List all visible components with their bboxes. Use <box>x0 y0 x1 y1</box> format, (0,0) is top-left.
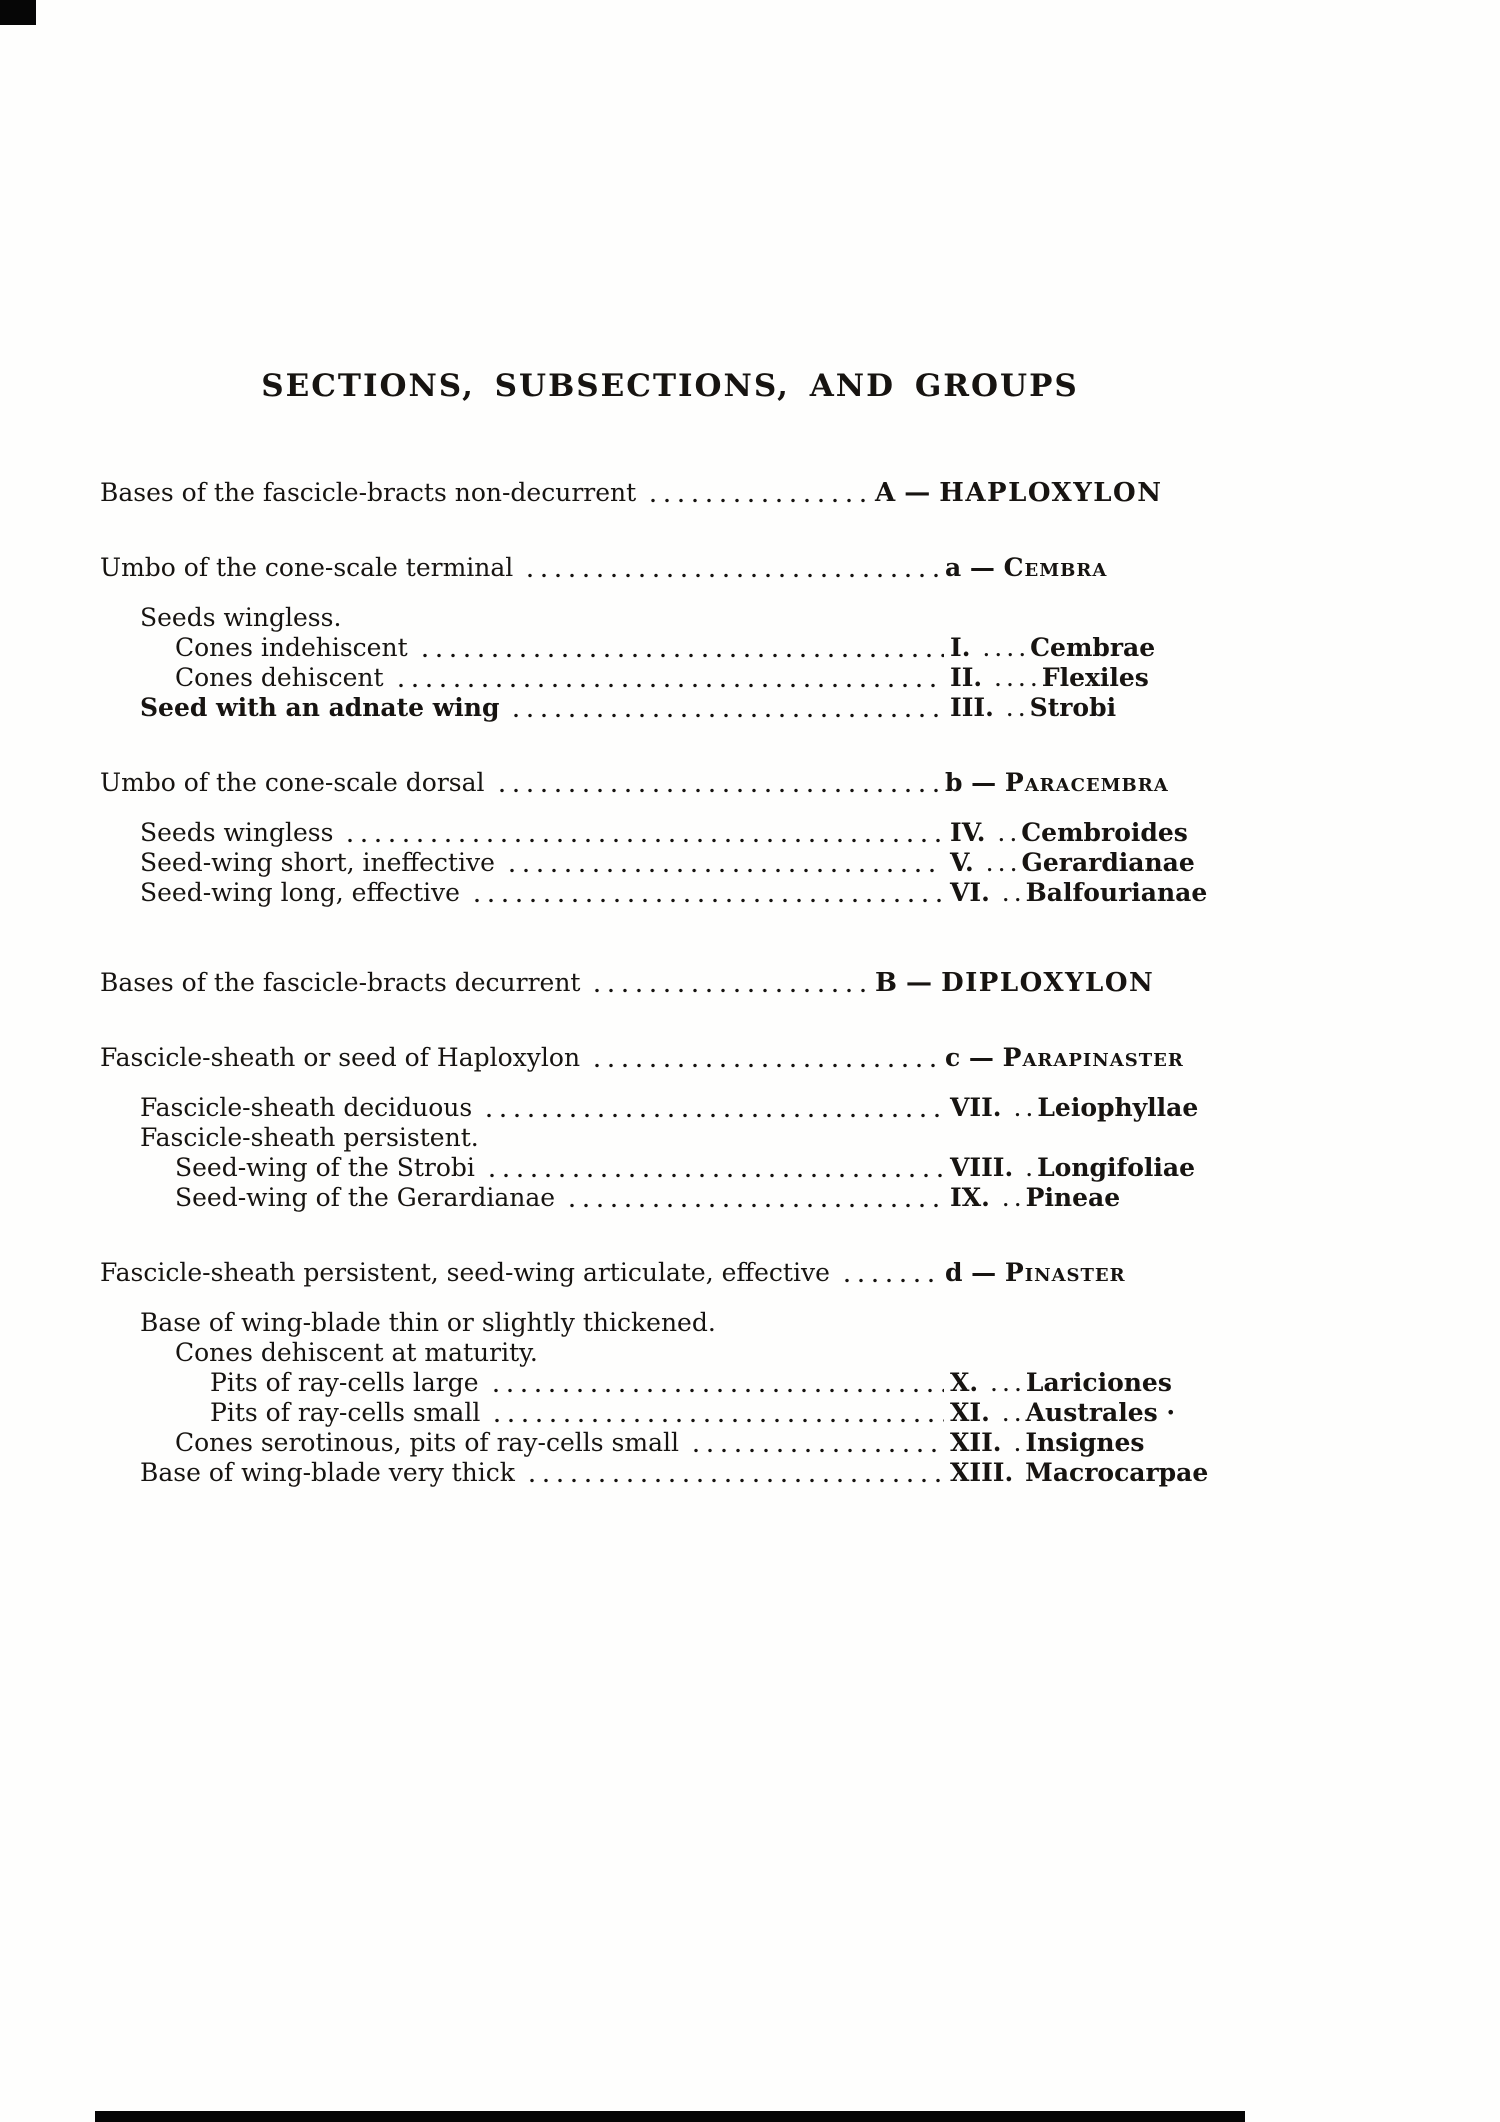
group-name: Balfourianae <box>1025 878 1208 907</box>
key-row <box>140 878 1500 908</box>
key-row <box>140 848 1500 878</box>
division-name: Cembra <box>1003 553 1108 582</box>
division-letter: a — <box>945 553 1004 582</box>
group-name: Cembrae <box>1030 633 1156 662</box>
row-left <box>175 1183 950 1213</box>
mid-dots: .... <box>982 663 1042 692</box>
row-left <box>175 633 950 663</box>
row-label: Seeds wingless <box>140 818 334 847</box>
row-label: Fascicle-sheath deciduous <box>140 1093 473 1122</box>
dot-leader <box>482 1093 944 1123</box>
dot-leader <box>505 848 944 878</box>
group-name: Gerardianae <box>1021 848 1195 877</box>
row-label: Base of wing-blade very thick <box>140 1458 515 1487</box>
division-letter: b — <box>945 768 1005 797</box>
mid-dots: ... <box>973 848 1022 877</box>
mid-dots: . <box>1013 1153 1038 1182</box>
key-row <box>140 693 1500 723</box>
row-left <box>100 1043 945 1073</box>
dot-leader <box>490 1398 944 1428</box>
row-label: Fascicle-sheath persistent. <box>140 1123 479 1152</box>
key-row <box>175 633 1500 663</box>
group-numeral: II. <box>950 663 983 692</box>
row-left <box>140 1308 716 1338</box>
block-groups <box>100 818 1500 908</box>
key-row <box>175 1183 1500 1213</box>
group-name: Lariciones <box>1025 1368 1172 1397</box>
dot-leader <box>565 1183 944 1213</box>
row-left <box>100 768 945 798</box>
row-tail <box>950 1458 1208 1488</box>
page-title: SECTIONS, SUBSECTIONS, AND GROUPS <box>261 368 1079 404</box>
key-row <box>100 478 1500 508</box>
row-label: Seeds wingless. <box>140 603 342 632</box>
key-row <box>210 1398 1500 1428</box>
row-tail <box>945 1258 1126 1288</box>
row-left <box>140 818 950 848</box>
row-tail <box>950 633 1155 663</box>
row-tail <box>945 553 1107 583</box>
group-numeral: III. <box>950 693 994 722</box>
row-tail <box>950 818 1188 848</box>
row-label: Pits of ray-cells large <box>210 1368 479 1397</box>
group-numeral: IV. <box>950 818 986 847</box>
division-name: DIPLOXYLON <box>941 968 1155 998</box>
row-tail <box>875 968 1154 998</box>
row-left <box>140 1458 950 1488</box>
row-label: Pits of ray-cells small <box>210 1398 481 1427</box>
key-row-plain <box>140 1123 1500 1153</box>
key-row <box>175 1428 1500 1458</box>
group-name: Cembroides <box>1021 818 1188 847</box>
group-numeral: V. <box>950 848 974 877</box>
division-name: Pinaster <box>1004 1258 1126 1287</box>
row-left <box>140 693 950 723</box>
row-label: Seed-wing of the Strobi <box>175 1153 475 1182</box>
group-numeral: I. <box>950 633 971 662</box>
key-row <box>100 768 1500 798</box>
division-letter: B — <box>875 968 942 998</box>
block-subsection <box>100 1043 1500 1073</box>
row-label: Cones dehiscent <box>175 663 384 692</box>
block-section <box>100 968 1500 998</box>
mid-dots: .. <box>989 878 1026 907</box>
row-tail <box>875 478 1162 508</box>
block-subsection <box>100 768 1500 798</box>
row-label: Fascicle-sheath persistent, seed-wing articulate, effective <box>100 1258 830 1287</box>
dot-leader <box>343 818 944 848</box>
row-left <box>100 553 945 583</box>
dot-leader <box>590 968 869 998</box>
group-numeral: IX. <box>950 1183 990 1212</box>
dot-leader <box>495 768 939 798</box>
group-name: Longifoliae <box>1037 1153 1196 1182</box>
key-outline <box>100 478 1500 1488</box>
dot-leader <box>418 633 944 663</box>
row-tail <box>945 768 1169 798</box>
row-left <box>175 1428 950 1458</box>
group-name: Australes · <box>1025 1398 1176 1427</box>
row-tail <box>950 693 1116 723</box>
dot-leader <box>840 1258 939 1288</box>
key-row-plain <box>140 1308 1500 1338</box>
row-label: Base of wing-blade thin or slightly thickened. <box>140 1308 716 1337</box>
group-name: Leiophyllae <box>1037 1093 1199 1122</box>
mid-dots <box>1013 1458 1025 1487</box>
group-numeral: XI. <box>950 1398 990 1427</box>
key-row <box>100 553 1500 583</box>
division-letter: d — <box>945 1258 1005 1287</box>
dot-leader <box>525 1458 944 1488</box>
group-numeral: VII. <box>950 1093 1002 1122</box>
key-row <box>100 968 1500 998</box>
row-left <box>175 663 950 693</box>
row-left <box>210 1368 950 1398</box>
row-tail <box>950 1153 1195 1183</box>
mid-dots: . <box>1001 1428 1026 1457</box>
mid-dots: .. <box>989 1183 1026 1212</box>
dot-leader <box>509 693 944 723</box>
block-subsection <box>100 553 1500 583</box>
row-label: Fascicle-sheath or seed of Haploxylon <box>100 1043 581 1072</box>
block-section <box>100 478 1500 508</box>
group-numeral: X. <box>950 1368 979 1397</box>
row-label: Seed with an adnate wing <box>140 693 500 722</box>
row-tail <box>945 1043 1184 1073</box>
group-numeral: VI. <box>950 878 990 907</box>
row-tail <box>950 1428 1145 1458</box>
mid-dots: .. <box>985 818 1022 847</box>
row-label: Bases of the fascicle-bracts decurrent <box>100 968 581 997</box>
dot-leader <box>489 1368 944 1398</box>
block-groups <box>100 603 1500 723</box>
row-label: Cones serotinous, pits of ray-cells small <box>175 1428 679 1457</box>
row-tail <box>950 1183 1120 1213</box>
group-name: Insignes <box>1025 1428 1145 1457</box>
key-row <box>175 1153 1500 1183</box>
key-row <box>100 1258 1500 1288</box>
mid-dots: .... <box>970 633 1031 662</box>
row-label: Cones indehiscent <box>175 633 408 662</box>
row-tail <box>950 878 1207 908</box>
dot-leader <box>523 553 939 583</box>
division-name: HAPLOXYLON <box>939 478 1163 508</box>
dot-leader <box>485 1153 944 1183</box>
division-name: Paracembra <box>1004 768 1169 797</box>
row-left <box>140 1123 479 1153</box>
dot-leader <box>470 878 944 908</box>
division-letter: A — <box>875 478 940 508</box>
row-label: Seed-wing short, ineffective <box>140 848 495 877</box>
row-left <box>100 1258 945 1288</box>
row-tail <box>950 1093 1198 1123</box>
group-name: Pineae <box>1025 1183 1121 1212</box>
row-left <box>100 968 875 998</box>
group-name: Macrocarpae <box>1025 1458 1209 1487</box>
key-row <box>140 1458 1500 1488</box>
row-label: Umbo of the cone-scale dorsal <box>100 768 485 797</box>
scan-artifact-bottom-bar <box>95 2111 1245 2122</box>
mid-dots: ... <box>978 1368 1026 1397</box>
division-name: Parapinaster <box>1002 1043 1184 1072</box>
mid-dots: .. <box>989 1398 1026 1427</box>
block-groups <box>100 1308 1500 1488</box>
division-letter: c — <box>945 1043 1003 1072</box>
key-row <box>140 818 1500 848</box>
row-left <box>140 603 341 633</box>
mid-dots: .. <box>1001 1093 1038 1122</box>
key-row-plain <box>175 1338 1500 1368</box>
key-row-plain <box>140 603 1500 633</box>
key-row <box>175 663 1500 693</box>
group-name: Flexiles <box>1041 663 1149 692</box>
row-left <box>140 1093 950 1123</box>
row-left <box>140 848 950 878</box>
row-tail <box>950 848 1195 878</box>
row-left <box>175 1153 950 1183</box>
key-row <box>100 1043 1500 1073</box>
row-label: Bases of the fascicle-bracts non-decurrent <box>100 478 637 507</box>
row-left <box>175 1338 538 1368</box>
group-name: Strobi <box>1029 693 1117 722</box>
block-groups <box>100 1093 1500 1213</box>
group-numeral: XII. <box>950 1428 1002 1457</box>
row-left <box>100 478 875 508</box>
row-label: Cones dehiscent at maturity. <box>175 1338 538 1367</box>
group-numeral: XIII. <box>950 1458 1014 1487</box>
mid-dots: .. <box>993 693 1030 722</box>
dot-leader <box>590 1043 939 1073</box>
dot-leader <box>394 663 944 693</box>
row-tail <box>950 663 1149 693</box>
dot-leader <box>646 478 869 508</box>
row-label: Seed-wing long, effective <box>140 878 460 907</box>
row-label: Umbo of the cone-scale terminal <box>100 553 514 582</box>
row-tail <box>950 1398 1175 1428</box>
block-subsection <box>100 1258 1500 1288</box>
dot-leader <box>689 1428 944 1458</box>
group-numeral: VIII. <box>950 1153 1014 1182</box>
key-row <box>140 1093 1500 1123</box>
row-left <box>140 878 950 908</box>
row-left <box>210 1398 950 1428</box>
row-label: Seed-wing of the Gerardianae <box>175 1183 556 1212</box>
scan-artifact-top-left <box>0 0 36 25</box>
row-tail <box>950 1368 1172 1398</box>
key-row <box>210 1368 1500 1398</box>
